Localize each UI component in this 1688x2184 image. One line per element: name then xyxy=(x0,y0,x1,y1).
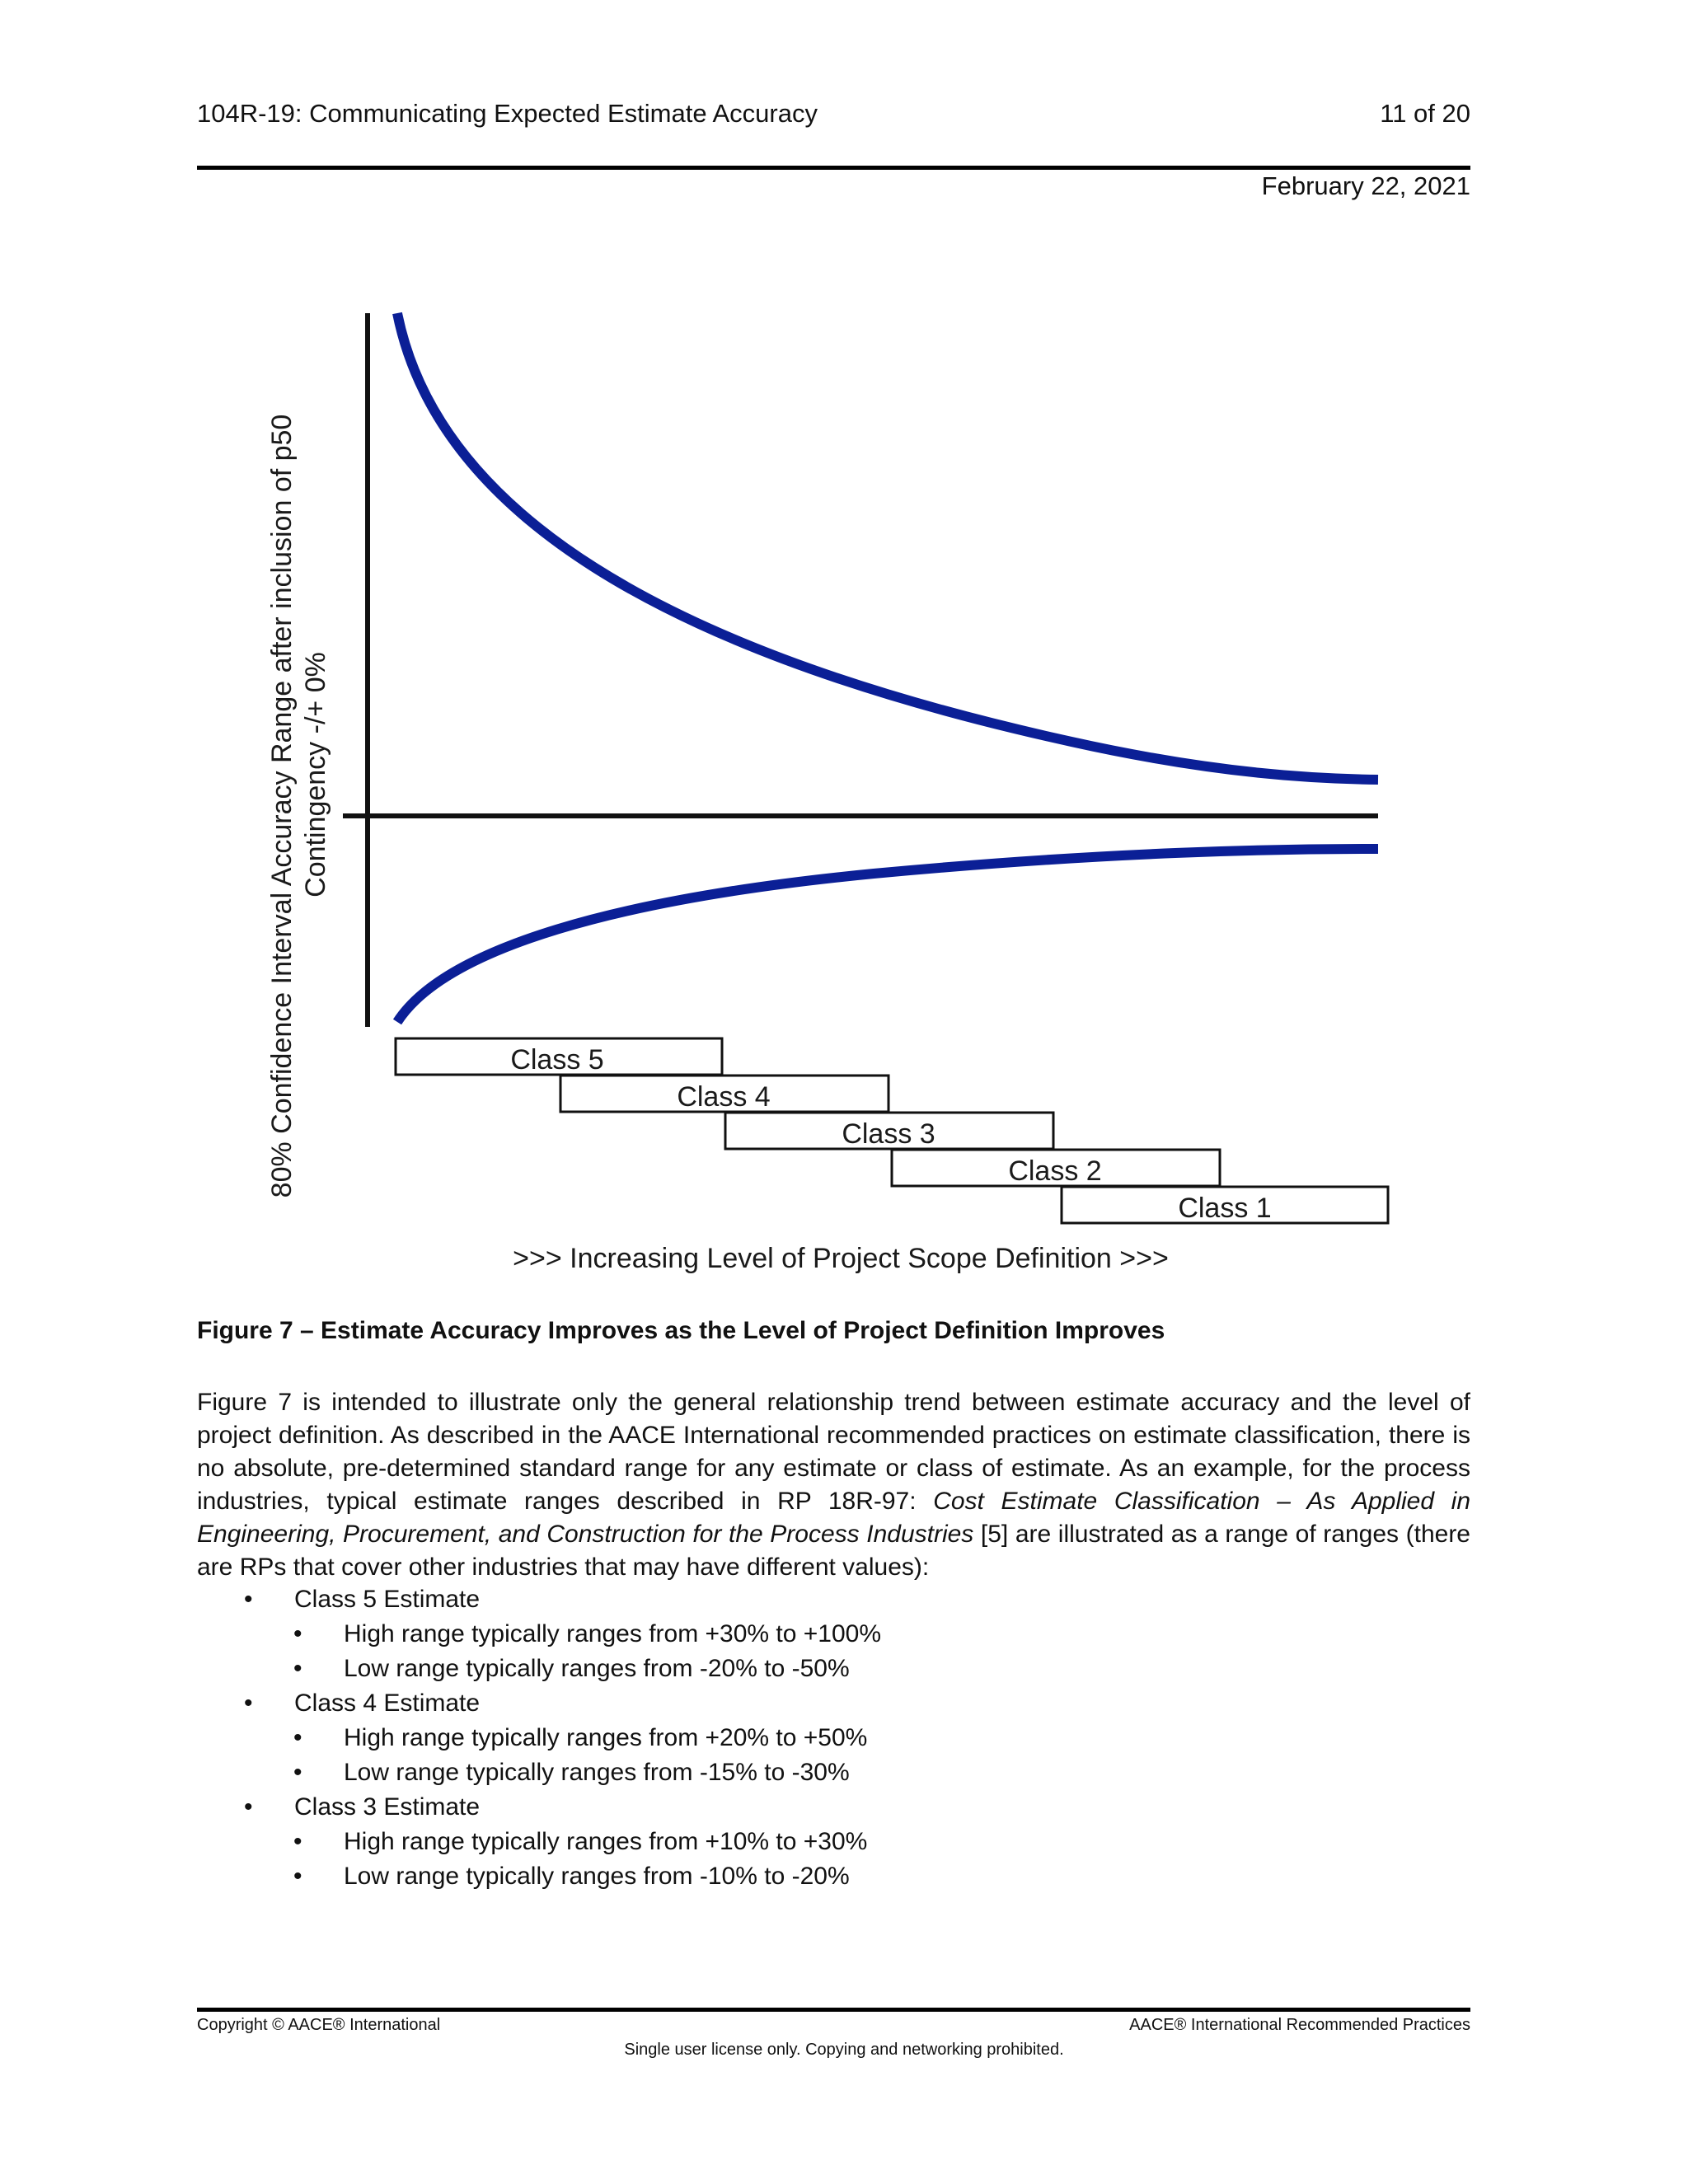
class-5-label: Class 5 xyxy=(510,1044,604,1076)
body-paragraph xyxy=(197,1386,1470,1584)
running-header-title: 104R-19: Communicating Expected Estimate Accuracy xyxy=(197,99,818,128)
bullet-icon: • xyxy=(244,1690,253,1717)
class-4-label: Class 4 xyxy=(677,1081,771,1113)
accuracy-diagram xyxy=(247,297,1434,1286)
footer-license: Single user license only. Copying and networking prohibited. xyxy=(624,2041,1064,2059)
estimate-range-list xyxy=(197,1582,1470,1894)
header-date: February 22, 2021 xyxy=(1261,171,1470,200)
list-item xyxy=(197,1686,1470,1721)
bullet-icon: • xyxy=(293,1863,302,1890)
list-item-label: Class 5 Estimate xyxy=(294,1586,481,1613)
list-subitem-label: High range typically ranges from +30% to +100% xyxy=(344,1620,882,1647)
list-subitem xyxy=(197,1617,1470,1652)
list-subitem-label: High range typically ranges from +10% to +30% xyxy=(344,1828,868,1855)
list-subitem xyxy=(197,1755,1470,1790)
bullet-icon: • xyxy=(293,1828,302,1855)
upper-accuracy-curve xyxy=(397,313,1378,780)
paragraph-text-end: [5] are illustrated as a range of ranges (there are RPs that cover other industries that may have different values): xyxy=(197,1521,1470,1581)
page-number: 11 of 20 xyxy=(1380,99,1470,128)
list-subitem-label: Low range typically ranges from -20% to -50% xyxy=(344,1655,850,1682)
figure-7 xyxy=(247,297,1434,1286)
class-1-label: Class 1 xyxy=(1178,1193,1272,1224)
footer-copyright: Copyright © AACE® International xyxy=(197,2016,441,2034)
header-rule xyxy=(197,166,1470,170)
list-subitem xyxy=(197,1859,1470,1894)
bullet-icon: • xyxy=(293,1655,302,1682)
figure-caption: Figure 7 – Estimate Accuracy Improves as the Level of Project Definition Improves xyxy=(197,1317,1165,1344)
bullet-icon: • xyxy=(244,1586,253,1613)
list-subitem xyxy=(197,1721,1470,1755)
list-subitem-label: High range typically ranges from +20% to +50% xyxy=(344,1724,868,1751)
bullet-icon: • xyxy=(244,1793,253,1821)
paragraph-italic-title: Cost Estimate Classification – As Applied in Engineering, Procurement, and Construction for the Process Industries xyxy=(197,1488,1470,1548)
class-2-label: Class 2 xyxy=(1008,1155,1102,1187)
bullet-icon: • xyxy=(293,1759,302,1786)
y-axis-label-line1: 80% Confidence Interval Accuracy Range after inclusion of p50 xyxy=(266,414,298,1198)
lower-accuracy-curve xyxy=(397,849,1378,1022)
class-3-label: Class 3 xyxy=(842,1118,935,1150)
list-item xyxy=(197,1790,1470,1825)
list-item-label: Class 4 Estimate xyxy=(294,1690,481,1717)
paragraph-text: Figure 7 is intended to illustrate only the general relationship trend between estimate accuracy and the level of project definition. As described in the AACE International recommended practices on estimate classification, there is no absolute, pre-determined standard range for any estimate or class of estimate. As an example, for the process industries, typical estimate ranges described in RP 18R-97: xyxy=(197,1389,1470,1515)
x-axis-label: >>> Increasing Level of Project Scope Definition >>> xyxy=(513,1243,1169,1274)
footer-rule xyxy=(197,2008,1470,2012)
list-subitem-label: Low range typically ranges from -15% to -30% xyxy=(344,1759,850,1786)
list-subitem xyxy=(197,1825,1470,1859)
list-subitem xyxy=(197,1652,1470,1686)
list-item-label: Class 3 Estimate xyxy=(294,1793,481,1821)
list-item xyxy=(197,1582,1470,1617)
footer-series: AACE® International Recommended Practices xyxy=(1129,2016,1470,2034)
list-subitem-label: Low range typically ranges from -10% to -20% xyxy=(344,1863,850,1890)
bullet-icon: • xyxy=(293,1620,302,1647)
y-axis-label-line2: Contingency -/+ 0% xyxy=(300,652,331,898)
bullet-icon: • xyxy=(293,1724,302,1751)
